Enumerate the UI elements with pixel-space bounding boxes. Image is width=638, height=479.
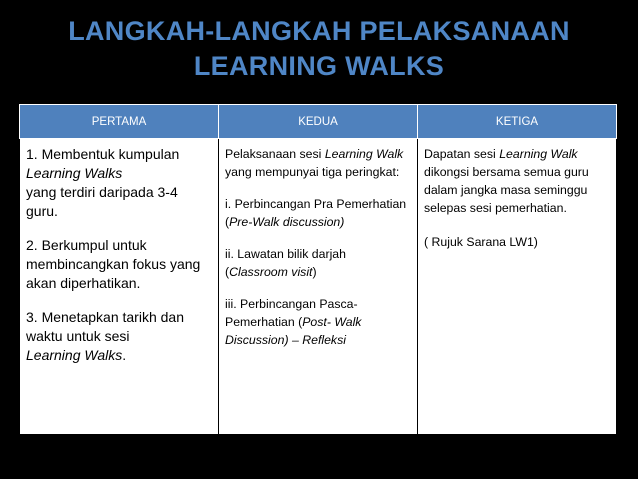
stages-intro-text: Pelaksanaan sesi Learning Walk yang mempunyai tiga peringkat: xyxy=(225,147,404,179)
findings-text: Dapatan sesi Learning Walk dikongsi bersama semua guru dalam jangka masa seminggu selepas sesi pemerhatian. xyxy=(424,147,589,215)
stage-1-text: i. Perbincangan Pra Pemerhatian (Pre-Walk discussion) xyxy=(225,197,407,229)
header-ketiga: KETIGA xyxy=(418,105,617,139)
step-2-text: 2. Berkumpul untuk membincangkan fokus yang akan diperhatikan. xyxy=(26,237,201,291)
header-pertama: PERTAMA xyxy=(20,105,219,139)
header-row xyxy=(20,105,617,139)
stage-2-text: ii. Lawatan bilik darjah (Classroom visit) xyxy=(225,247,346,279)
step-3-text: 3. Menetapkan tarikh dan waktu untuk sesi Learning Walks. xyxy=(26,309,184,363)
title-line-1: LANGKAH-LANGKAH PELAKSANAAN xyxy=(68,16,570,46)
header-kedua: KEDUA xyxy=(219,105,418,139)
steps-table xyxy=(19,104,617,435)
cell-kedua xyxy=(219,139,418,435)
content-row xyxy=(20,139,617,435)
slide-title xyxy=(0,14,638,84)
step-1-text: 1. Membentuk kumpulan Learning Walks yang terdiri daripada 3-4 guru. xyxy=(26,146,180,219)
reference-text: ( Rujuk Sarana LW1) xyxy=(424,235,538,249)
title-line-2: LEARNING WALKS xyxy=(193,51,445,81)
cell-ketiga xyxy=(418,139,617,435)
cell-pertama xyxy=(20,139,219,435)
stage-3-text: iii. Perbincangan Pasca-Pemerhatian (Post- Walk Discussion) – Refleksi xyxy=(225,297,362,347)
